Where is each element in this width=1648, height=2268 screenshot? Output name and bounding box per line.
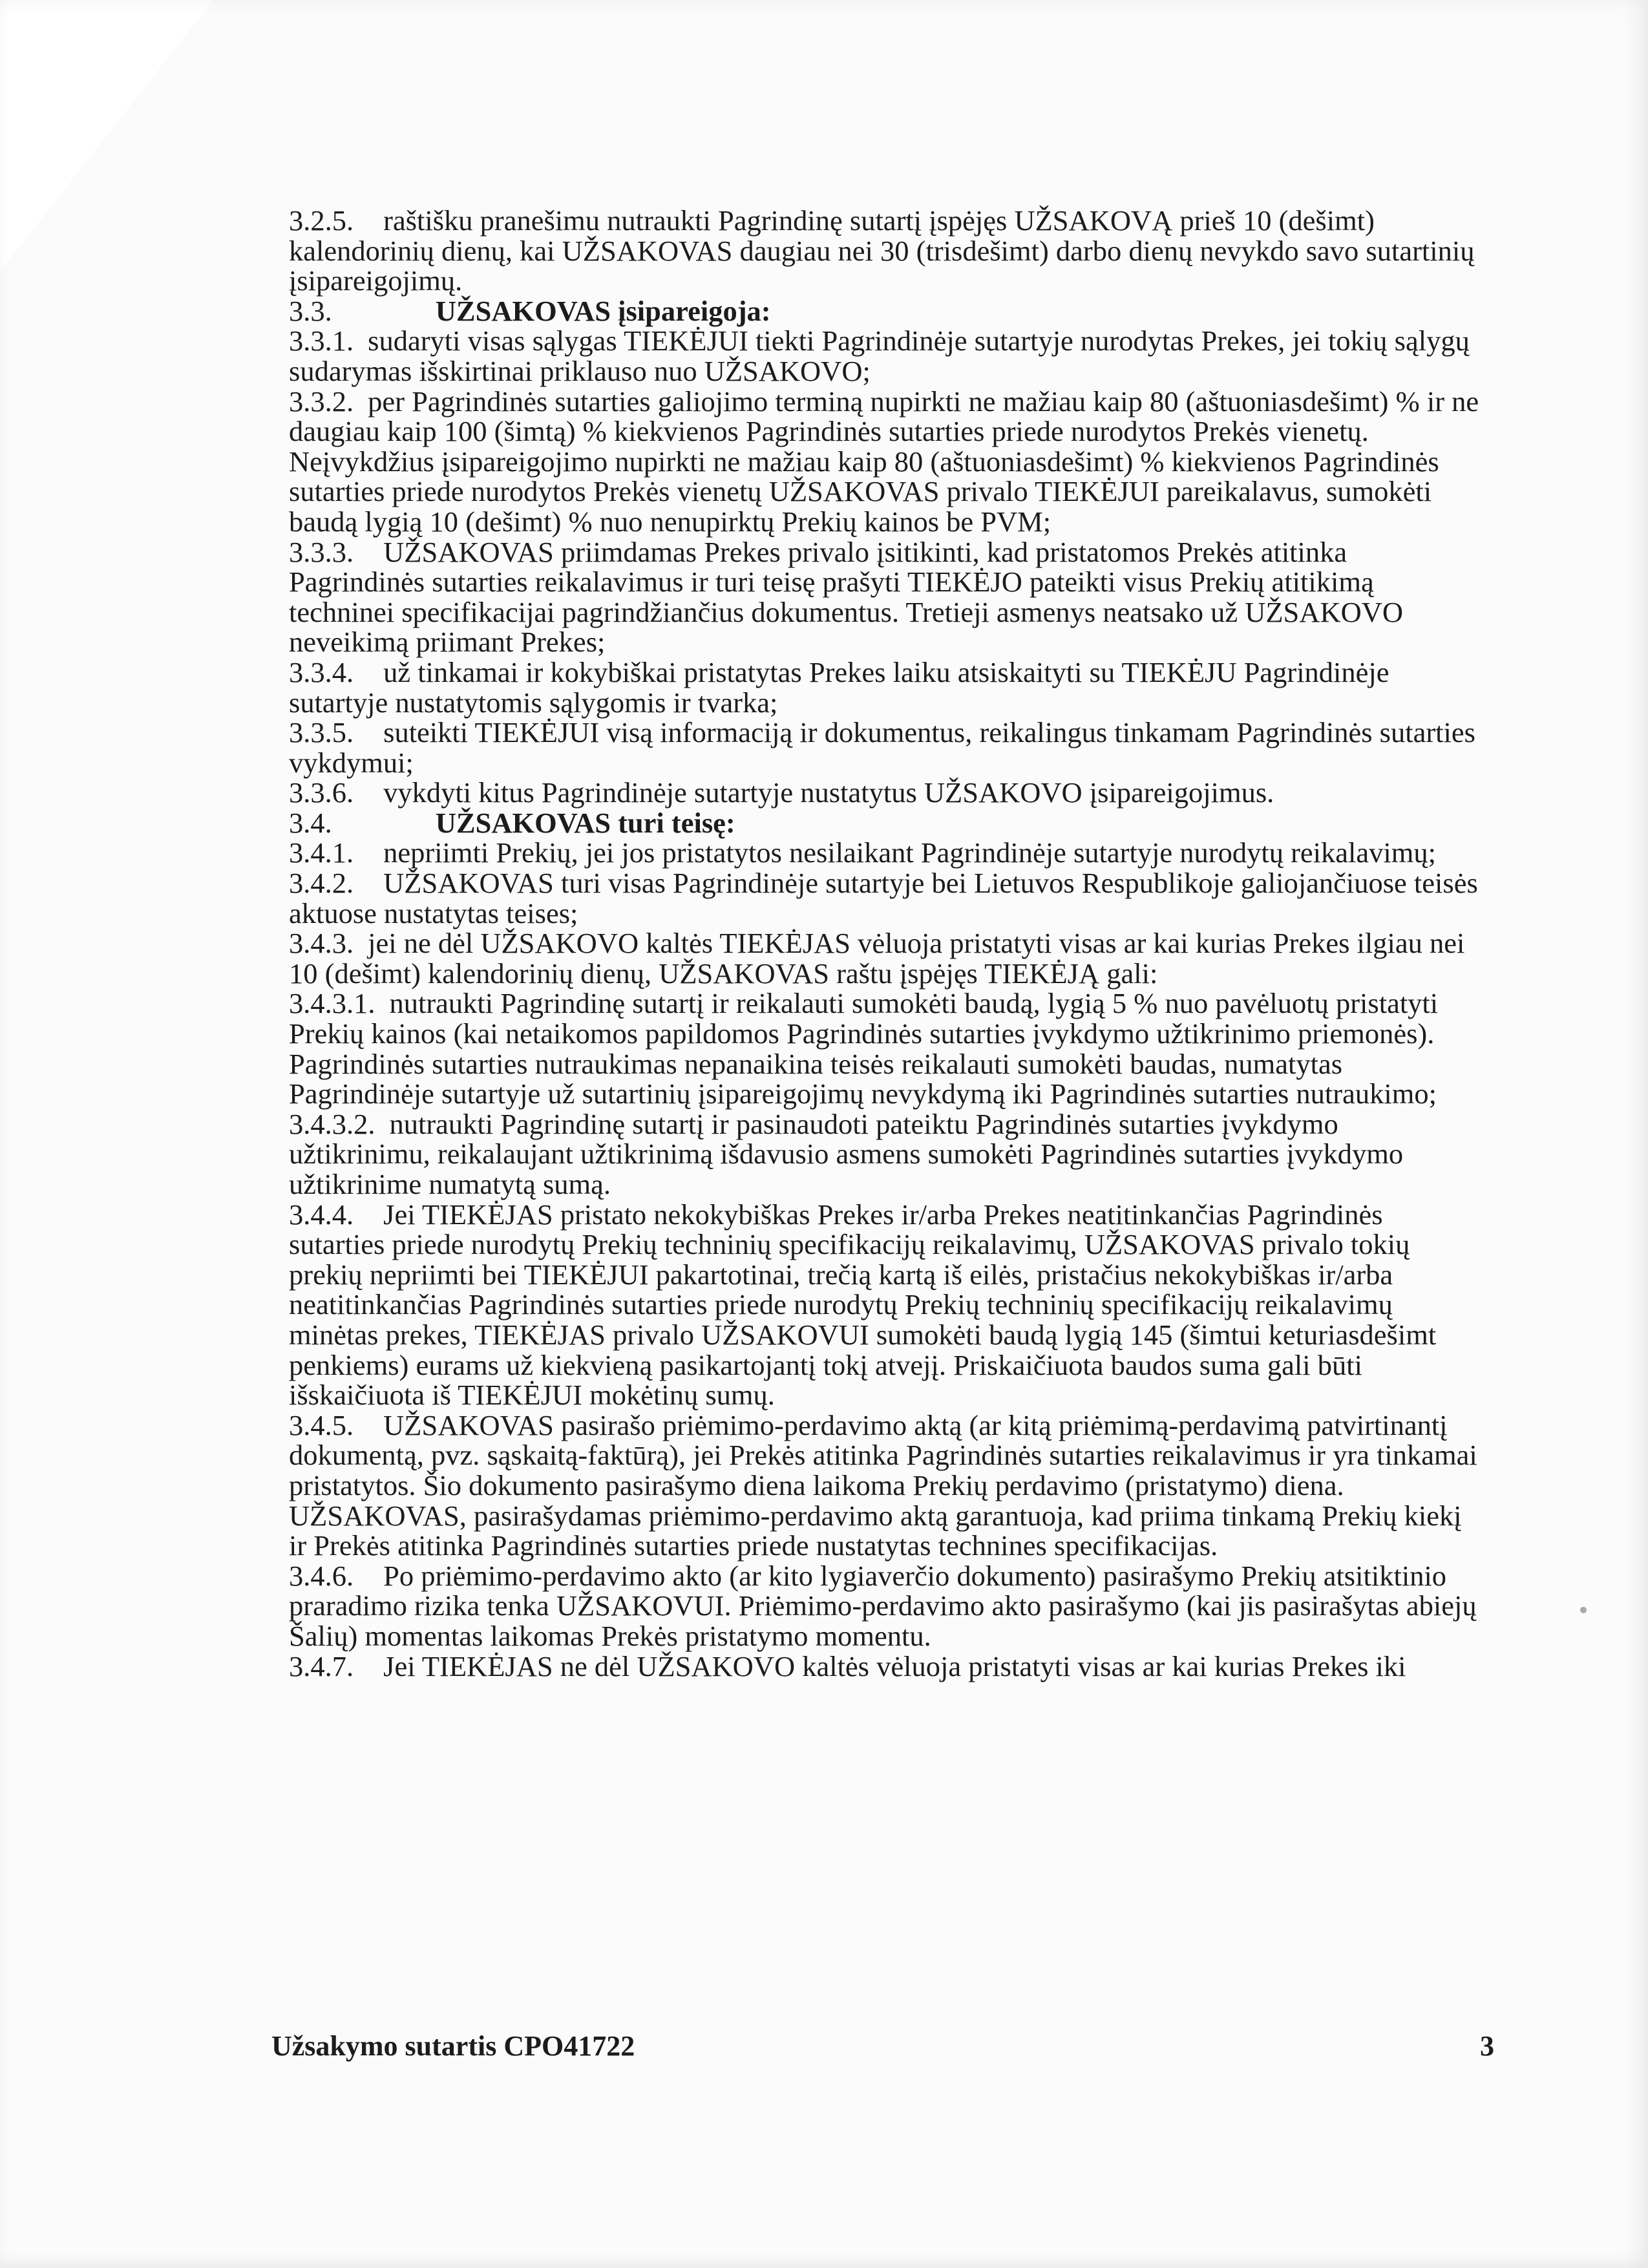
contract-body xyxy=(289,206,1484,1681)
clause-number: 3.4. xyxy=(289,806,332,839)
clause-3-3-4 xyxy=(289,657,1484,717)
clause-number: 3.3.5. xyxy=(289,716,354,749)
folded-corner xyxy=(0,0,213,271)
footer-document-title: Užsakymo sutartis CPO41722 xyxy=(271,2030,635,2062)
clause-3-3-5 xyxy=(289,717,1484,778)
clause-text: jei ne dėl UŽSAKOVO kaltės TIEKĖJAS vėluoja pristatyti visas ar kai kurias Prekes ilgiau nei 10 (dešimt) kalendorinių dienų, UŽSAKOVAS raštu įspėjęs TIEKĖJĄ gali: xyxy=(289,927,1465,990)
clause-text: UŽSAKOVAS priimdamas Prekes privalo įsitikinti, kad pristatomos Prekės atitinka Pagrindinės sutarties reikalavimus ir turi teisę prašyti TIEKĖJO pateikti visus Prekių atitikimą techninei specifikacijai pagrindžiančius dokumentus. Tretieji asmenys neatsako už UŽSAKOVO neveikimą priimant Prekes; xyxy=(289,535,1403,659)
clause-number: 3.4.3.1. xyxy=(289,987,375,1020)
scan-speck xyxy=(1580,1607,1587,1613)
clause-3-4-2 xyxy=(289,868,1484,928)
clause-3-4-1 xyxy=(289,838,1484,868)
clause-number: 3.4.2. xyxy=(289,867,354,900)
clause-number: 3.4.3. xyxy=(289,927,354,960)
clause-3-4-3-1 xyxy=(289,988,1484,1108)
section-heading: UŽSAKOVAS turi teisę: xyxy=(435,806,735,839)
clause-number: 3.2.5. xyxy=(289,204,354,237)
clause-text: sudaryti visas sąlygas TIEKĖJUI tiekti Pagrindinėje sutartyje nurodytas Prekes, jei tokių sąlygų sudarymas išskirtinai priklauso nuo UŽSAKOVO; xyxy=(289,324,1470,387)
clause-text: per Pagrindinės sutarties galiojimo terminą nupirkti ne mažiau kaip 80 (aštuoniasdešimt) % ir ne daugiau kaip 100 (šimtą) % kiekvienos Pagrindinės sutarties priede nurodytos Prekės vienetų. Neįvykdžius įsipareigojimo nupirkti ne mažiau kaip 80 (aštuoniasdešimt) % kiekvienos Pagrindinės sutarties priede nurodytos Prekės vienetų UŽSAKOVAS privalo TIEKĖJUI pareikalavus, sumokėti baudą lygią 10 (dešimt) % nuo nenupirktų Prekių kainos be PVM; xyxy=(289,385,1479,538)
clause-3-4-3 xyxy=(289,928,1484,988)
clause-3-4-5 xyxy=(289,1410,1484,1561)
clause-number: 3.3.6. xyxy=(289,776,354,809)
clause-3-4-3-2 xyxy=(289,1109,1484,1200)
clause-number: 3.4.3.2. xyxy=(289,1107,375,1140)
clause-number: 3.3.1. xyxy=(289,324,354,357)
clause-text: Jei TIEKĖJAS pristato nekokybiškas Prekes ir/arba Prekes neatitinkančias Pagrindinės sutarties priede nurodytų Prekių techninių specifikacijų reikalavimų, UŽSAKOVAS privalo tokių prekių nepriimti bei TIEKĖJUI pakartotinai, trečią kartą iš eilės, pristačius nekokybiškas ir/arba neatitinkančias Pagrindinės sutarties priede nurodytų Prekių techninių specifikacijų reikalavimų minėtas prekes, TIEKĖJAS privalo UŽSAKOVUI sumokėti baudą lygią 145 (šimtui keturiasdešimt penkiems) eurams už kiekvieną pasikartojantį tokį atvejį. Priskaičiuota baudos suma gali būti išskaičiuota iš TIEKĖJUI mokėtinų sumų. xyxy=(289,1198,1437,1412)
clause-text: suteikti TIEKĖJUI visą informaciją ir dokumentus, reikalingus tinkamam Pagrindinės sutarties vykdymui; xyxy=(289,716,1475,779)
clause-number: 3.4.1. xyxy=(289,836,354,869)
clause-text: Jei TIEKĖJAS ne dėl UŽSAKOVO kaltės vėluoja pristatyti visas ar kai kurias Prekes iki xyxy=(383,1649,1406,1682)
clause-text: UŽSAKOVAS turi visas Pagrindinėje sutartyje bei Lietuvos Respublikoje galiojančiuose teisės aktuose nustatytas teises; xyxy=(289,867,1478,929)
clause-3-3-1 xyxy=(289,326,1484,386)
clause-3-4-6 xyxy=(289,1561,1484,1651)
clause-3-3-6 xyxy=(289,778,1484,808)
clause-3-4 xyxy=(289,808,1484,838)
clause-number: 3.3.3. xyxy=(289,535,354,568)
clause-number: 3.4.4. xyxy=(289,1198,354,1231)
clause-number: 3.4.5. xyxy=(289,1408,354,1441)
clause-text: nutraukti Pagrindinę sutartį ir pasinaudoti pateiktu Pagrindinės sutarties įvykdymo užtikrinimu, reikalaujant užtikrinimą išdavusio asmens sumokėti Pagrindinės sutarties įvykdymo užtikrinime numatytą sumą. xyxy=(289,1107,1404,1200)
clause-3-4-7 xyxy=(289,1651,1484,1682)
clause-3-3 xyxy=(289,296,1484,326)
clause-3-3-2 xyxy=(289,387,1484,537)
clause-text: raštišku pranešimu nutraukti Pagrindinę sutartį įspėjęs UŽSAKOVĄ prieš 10 (dešimt) kalendorinių dienų, kai UŽSAKOVAS daugiau nei 30 (trisdešimt) darbo dienų nevykdo savo sutartinių įsipareigojimų. xyxy=(289,204,1475,297)
clause-number: 3.3.4. xyxy=(289,655,354,688)
clause-text: vykdyti kitus Pagrindinėje sutartyje nustatytus UŽSAKOVO įsipareigojimus. xyxy=(383,776,1274,809)
clause-3-2-5 xyxy=(289,206,1484,296)
clause-3-4-4 xyxy=(289,1200,1484,1410)
clause-3-3-3 xyxy=(289,537,1484,657)
clause-number: 3.3. xyxy=(289,294,332,327)
clause-text: Po priėmimo-perdavimo akto (ar kito lygiaverčio dokumento) pasirašymo Prekių atsitiktinio praradimo rizika tenka UŽSAKOVUI. Priėmimo-perdavimo akto pasirašymo (kai jis pasirašytas abiejų Šalių) momentas laikomas Prekės pristatymo momentu. xyxy=(289,1559,1477,1652)
clause-number: 3.4.7. xyxy=(289,1649,354,1682)
section-heading: UŽSAKOVAS įsipareigoja: xyxy=(435,294,771,327)
footer-page-number: 3 xyxy=(1480,2030,1494,2062)
clause-text: UŽSAKOVAS pasirašo priėmimo-perdavimo aktą (ar kitą priėmimą-perdavimą patvirtinantį dokumentą, pvz. sąskaitą-faktūrą), jei Prekės atitinka Pagrindinės sutarties reikalavimus ir yra tinkamai pristatytos. Šio dokumento pasirašymo diena laikoma Prekių perdavimo (pristatymo) diena. UŽSAKOVAS, pasirašydamas priėmimo-perdavimo aktą garantuoja, kad priima tinkamą Prekių kiekį ir Prekės atitinka Pagrindinės sutarties priede nustatytas technines specifikacijas. xyxy=(289,1408,1477,1562)
clause-text: nepriimti Prekių, jei jos pristatytos nesilaikant Pagrindinėje sutartyje nurodytų reikalavimų; xyxy=(383,836,1437,869)
clause-text: nutraukti Pagrindinę sutartį ir reikalauti sumokėti baudą, lygią 5 % nuo pavėluotų pristatyti Prekių kainos (kai netaikomos papildomos Pagrindinės sutarties įvykdymo užtikrinimo priemonės). Pagrindinės sutarties nutraukimas nepanaikina teisės reikalauti sumokėti baudas, numatytas Pagrindinėje sutartyje už sutartinių įsipareigojimų nevykdymą iki Pagrindinės sutarties nutraukimo; xyxy=(289,987,1439,1110)
clause-text: už tinkamai ir kokybiškai pristatytas Prekes laiku atsiskaityti su TIEKĖJU Pagrindinėje sutartyje nustatytomis sąlygomis ir tvarka; xyxy=(289,655,1389,719)
clause-number: 3.4.6. xyxy=(289,1559,354,1592)
clause-number: 3.3.2. xyxy=(289,385,354,418)
